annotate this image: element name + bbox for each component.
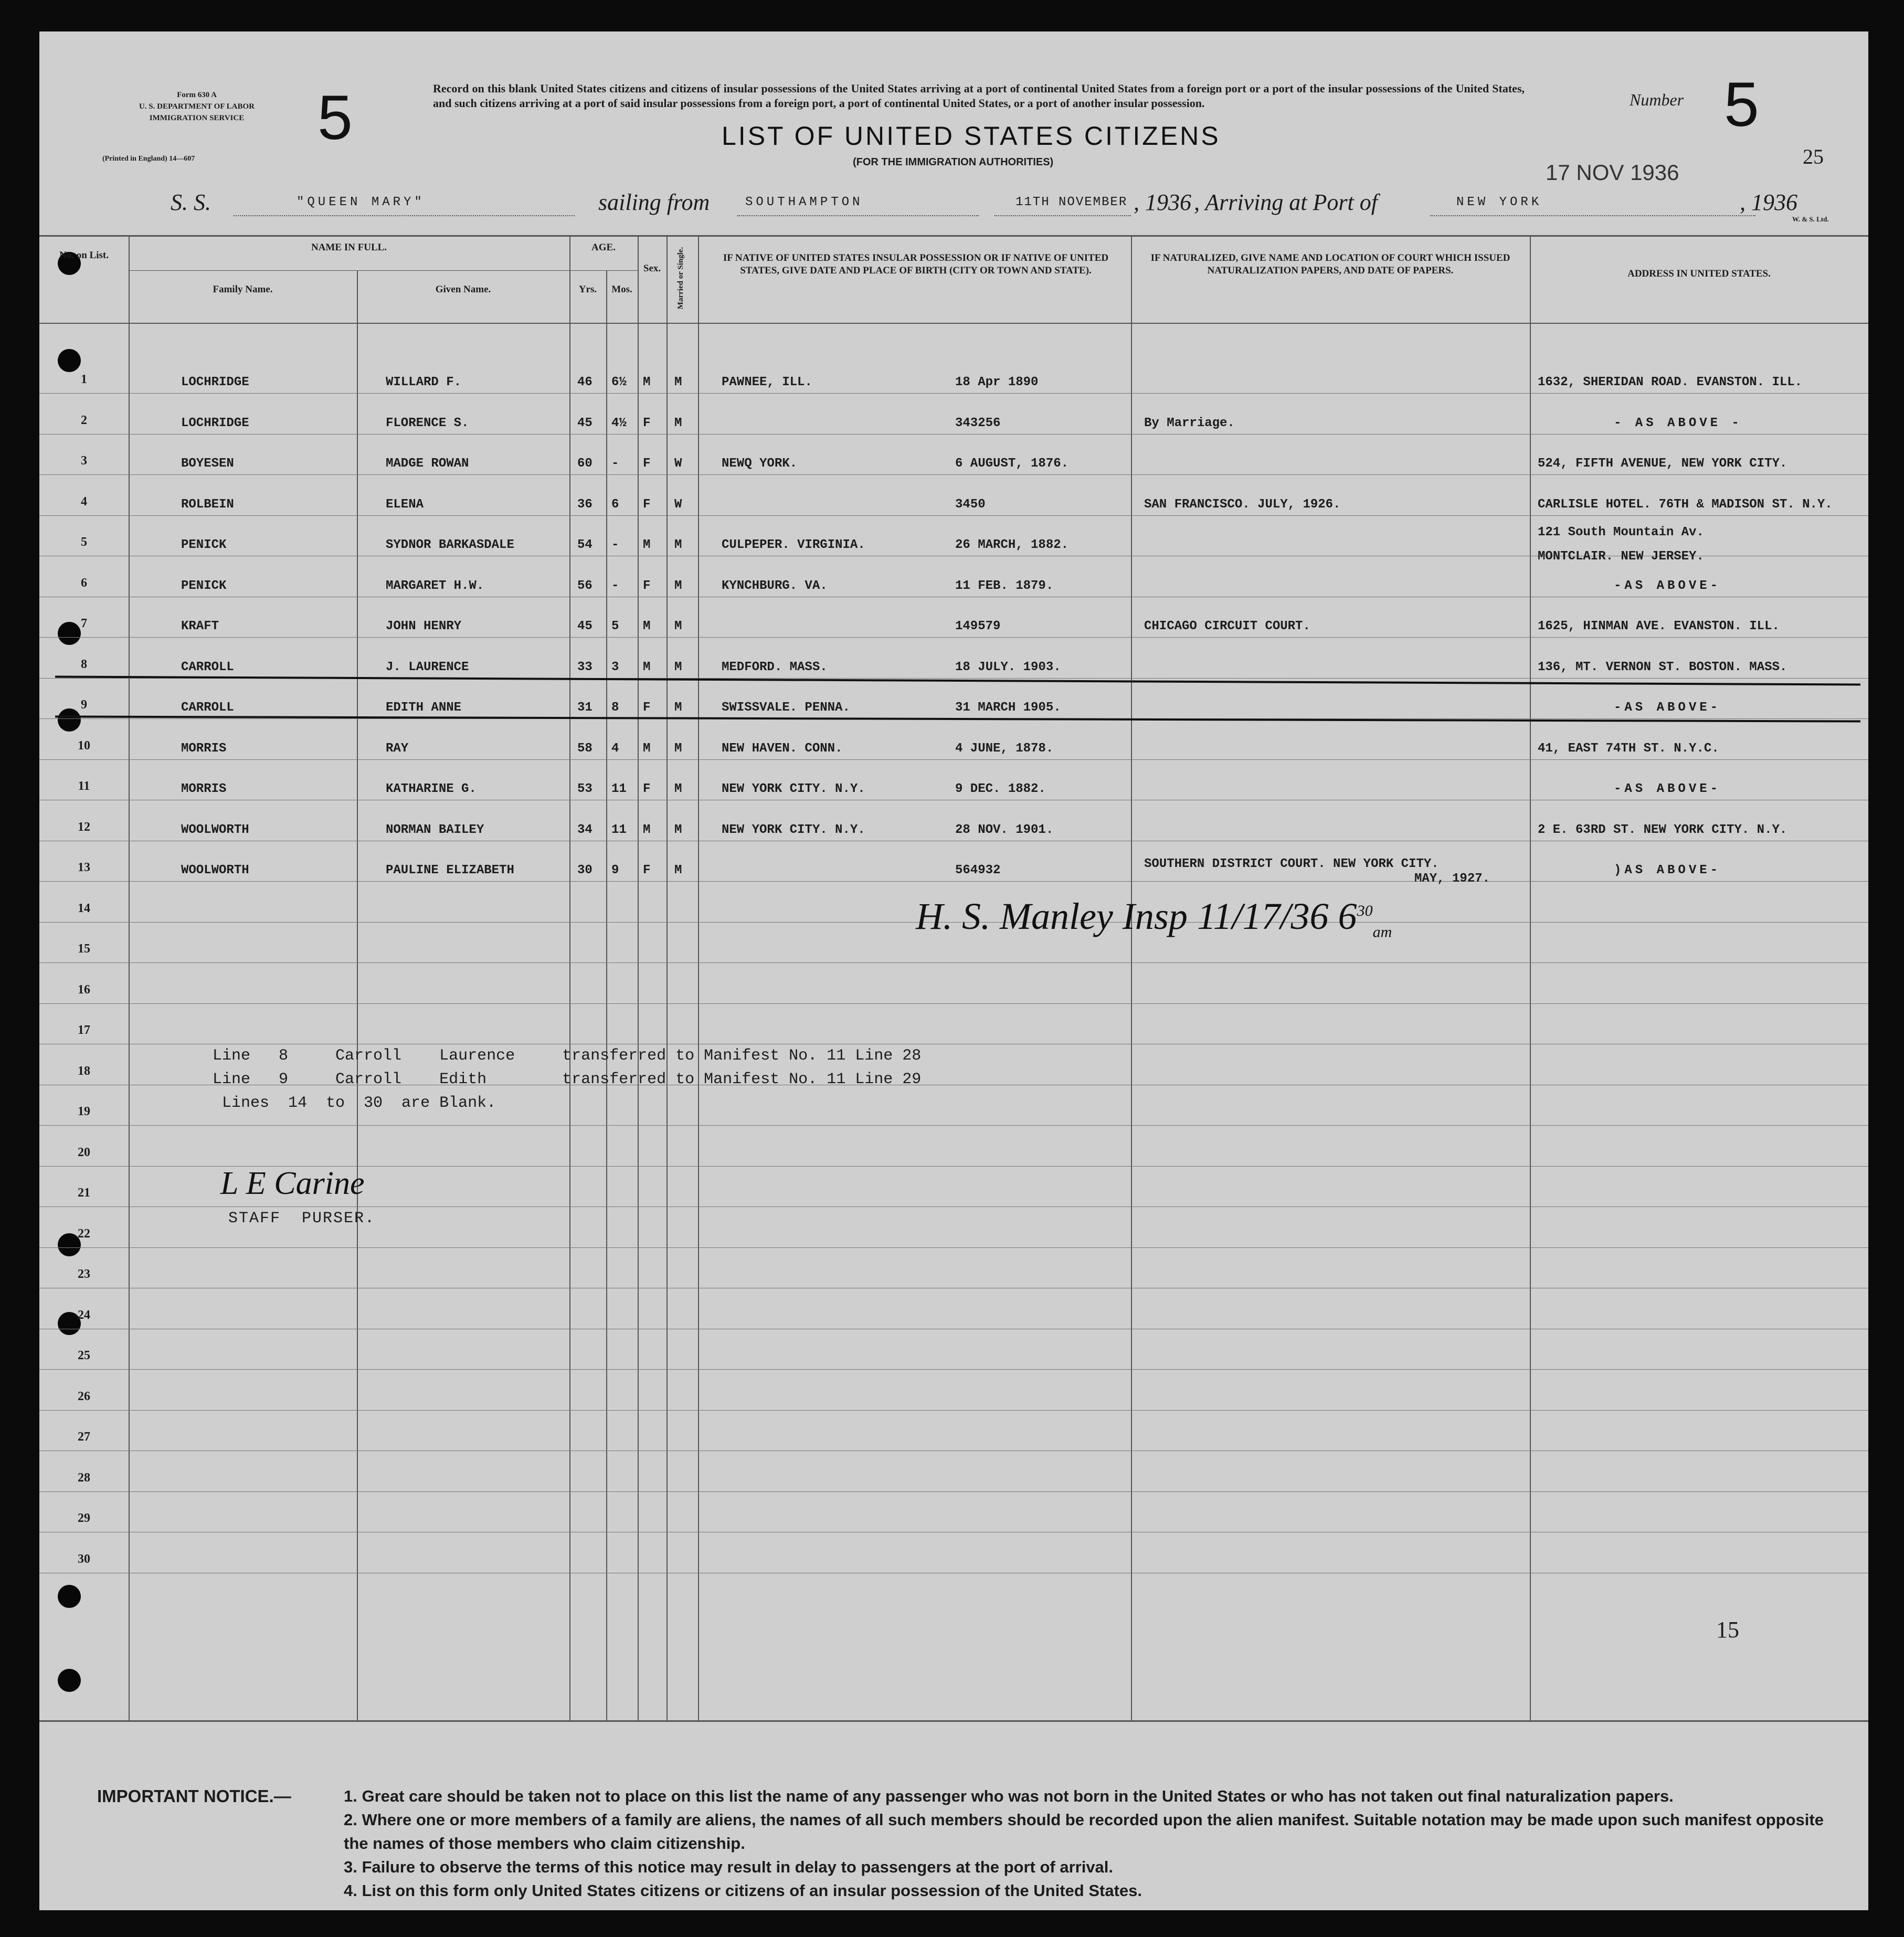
sex-cell: M [643,741,651,756]
row-rule [39,474,1868,475]
marital-status-cell: M [674,741,682,756]
naturalization-cell: By Marriage. [1144,416,1235,430]
birth-place-cell: KYNCHBURG. VA. [722,578,828,593]
row-rule [39,515,1868,516]
age-months-cell: 3 [611,660,619,674]
address-cell: 1625, HINMAN AVE. EVANSTON. ILL. [1538,619,1780,633]
line-number: 18 [78,1064,90,1078]
line-number: 29 [78,1511,90,1525]
staff-purser-label: STAFF PURSER. [228,1210,376,1227]
port-from: SOUTHAMPTON [745,195,863,209]
age-years-cell: 56 [577,578,593,593]
age-years-cell: 36 [577,497,593,512]
manifest-page [39,31,1868,1910]
row-number: 13 [78,861,90,874]
age-months-cell: 9 [611,863,619,877]
line-number: 23 [78,1267,90,1281]
row-rule [39,962,1868,963]
address-cell: -AS ABOVE- [1614,701,1721,715]
corner-number: 25 [1803,145,1824,168]
family-name-cell: CARROLL [181,701,234,715]
age-years-cell: 34 [577,822,593,837]
sex-cell: M [643,619,651,633]
birth-place-cell: MEDFORD. MASS. [722,660,828,674]
age-months-cell: - [611,457,619,471]
given-name-cell: MADGE ROWAN [386,457,469,471]
given-name-cell: FLORENCE S. [386,416,469,430]
address-cell: 524, FIFTH AVENUE, NEW YORK CITY. [1538,457,1787,471]
address-cell: 136, MT. VERNON ST. BOSTON. MASS. [1538,660,1787,674]
line-number: 28 [78,1470,90,1485]
birth-date-cell: 11 FEB. 1879. [955,578,1054,593]
row-rule [39,881,1868,882]
punch-hole [58,1669,81,1692]
inspector-signature: H. S. Manley Insp 11/17/36 $6^{30}_{am}$ [916,895,1392,941]
address-cell: - AS ABOVE - [1614,416,1742,430]
number-label: Number [1630,90,1684,109]
family-name-cell: WOOLWORTH [181,863,249,877]
age-years-cell: 45 [577,619,593,633]
birth-place-cell: PAWNEE, ILL. [722,375,812,389]
header-family-name: Family Name. [213,284,273,295]
age-months-cell: 5 [611,619,619,633]
given-name-cell: JOHN HENRY [386,619,462,633]
line-number: 26 [78,1389,90,1403]
family-name-cell: ROLBEIN [181,497,234,512]
row-rule [39,1003,1868,1004]
marital-status-cell: M [674,375,682,389]
transfer-note-line-9: Line 9 Carroll Edith transferred to Manifest No. 11 Line 29 [213,1071,922,1088]
marital-status-cell: W [674,497,682,512]
sex-cell: F [643,416,651,430]
ss-label: S. S. [171,189,211,215]
age-months-cell: 4½ [611,416,627,430]
given-name-cell: ELENA [386,497,424,512]
birth-date-cell: 4 JUNE, 1878. [955,741,1054,756]
address-cell: -AS ABOVE- [1614,578,1721,593]
page-count-number: 15 [1716,1617,1739,1643]
row-rule [39,759,1868,760]
strike-line-row-8 [55,675,1860,685]
address-cell-line-2: MONTCLAIR. NEW JERSEY. [1538,549,1704,564]
row-number: 10 [78,738,90,753]
line-number: 30 [78,1552,90,1566]
form-id-block [118,89,276,124]
family-name-cell: LOCHRIDGE [181,416,249,430]
header-no: No. on List. [59,250,109,261]
line-number: 24 [78,1308,90,1322]
row-number: 3 [81,454,87,468]
port-from-underline [737,215,979,216]
sex-cell: F [643,457,651,471]
given-name-cell: EDITH ANNE [386,701,462,715]
row-number: 5 [81,535,87,549]
family-name-cell: KRAFT [181,619,219,633]
header-birth: IF NATIVE OF UNITED STATES INSULAR POSSESSION OR IF NATIVE OF UNITED STATES, GIVE DATE AND PLACE OF BIRTH (CITY OR TOWN AND STATE). [723,252,1109,276]
age-months-cell: 11 [611,822,627,837]
birth-place-cell: SWISSVALE. PENNA. [722,701,850,715]
header-sex: Sex. [643,263,661,274]
age-months-cell: 11 [611,782,627,796]
age-years-cell: 54 [577,538,593,552]
header-bottom-border [39,323,1868,324]
age-years-cell: 45 [577,416,593,430]
row-number: 4 [81,494,87,509]
age-years-cell: 33 [577,660,593,674]
birth-date-cell: 9 DEC. 1882. [955,782,1046,796]
notice-item-3: 3. Failure to observe the terms of this notice may result in delay to passengers at the port of arrival. [344,1858,1114,1876]
name-age-subdivider [129,270,638,271]
age-years-cell: 30 [577,863,593,877]
sex-cell: M [643,375,651,389]
sex-cell: F [643,782,651,796]
col-divider [606,270,607,1721]
family-name-cell: MORRIS [181,782,227,796]
row-rule [39,1410,1868,1411]
row-rule [39,1247,1868,1248]
age-years-cell: 58 [577,741,593,756]
notice-item-4: 4. List on this form only United States citizens or citizens of an insular possession of the United States. [344,1881,1142,1900]
birth-place-cell: NEW YORK CITY. N.Y. [722,822,865,837]
family-name-cell: PENICK [181,578,227,593]
header-address: ADDRESS IN UNITED STATES. [1627,268,1771,279]
sailing-year: , 1936 [1134,189,1191,215]
page-title: LIST OF UNITED STATES CITIZENS [722,121,1221,151]
sex-cell: M [643,538,651,552]
punch-hole [58,349,81,372]
purser-signature: L E Carine [220,1166,365,1201]
naturalization-cell: SAN FRANCISCO. JULY, 1926. [1144,497,1341,512]
marital-status-cell: M [674,538,682,552]
marital-status-cell: M [674,416,682,430]
table-bottom-border [39,1720,1868,1722]
col-divider [638,236,639,1721]
naturalization-cell: CHICAGO CIRCUIT COURT. [1144,619,1310,633]
sailing-date: 11TH NOVEMBER [1016,195,1128,209]
header-married-single: Married or Single. [676,247,685,310]
strike-line-row-9 [55,715,1860,722]
address-cell: 2 E. 63RD ST. NEW YORK CITY. N.Y. [1538,822,1787,837]
sex-cell: F [643,701,651,715]
birth-date-cell: 149579 [955,619,1001,633]
age-years-cell: 53 [577,782,593,796]
col-divider [1131,236,1132,1721]
birth-date-cell: 6 AUGUST, 1876. [955,457,1069,471]
age-months-cell: 6½ [611,375,627,389]
given-name-cell: WILLARD F. [386,375,462,389]
header-months: Mos. [611,284,632,295]
address-cell: CARLISLE HOTEL. 76TH & MADISON ST. N.Y. [1538,497,1833,512]
birth-date-cell: 343256 [955,416,1001,430]
marital-status-cell: M [674,701,682,715]
naturalization-cell: SOUTHERN DISTRICT COURT. NEW YORK CITY. [1144,857,1439,871]
marital-status-cell: M [674,863,682,877]
marital-status-cell: M [674,660,682,674]
row-number: 6 [81,576,87,590]
family-name-cell: CARROLL [181,660,234,674]
marital-status-cell: M [674,578,682,593]
header-name-in-full: NAME IN FULL. [311,242,387,253]
family-name-cell: BOYESEN [181,457,234,471]
given-name-cell: J. LAURENCE [386,660,469,674]
given-name-cell: MARGARET H.W. [386,578,484,593]
given-name-cell: RAY [386,741,409,756]
age-months-cell: - [611,538,619,552]
family-name-cell: LOCHRIDGE [181,375,249,389]
sex-cell: F [643,497,651,512]
notice-item-1: 1. Great care should be taken not to place on this list the name of any passenger who was not born in the United States or who has not taken out final naturalization papers. [344,1787,1674,1805]
age-months-cell: 4 [611,741,619,756]
age-months-cell: 8 [611,701,619,715]
address-cell: 121 South Mountain Av. [1538,525,1704,539]
family-name-cell: WOOLWORTH [181,822,249,837]
date-underline [995,215,1131,216]
row-number: 8 [81,657,87,671]
line-number: 19 [78,1105,90,1118]
blank-lines-note: Lines 14 to 30 are Blank. [213,1094,496,1112]
col-divider [667,236,668,1721]
col-divider [357,270,358,1721]
row-rule [39,1369,1868,1370]
age-months-cell: - [611,578,619,593]
address-cell: 1632, SHERIDAN ROAD. EVANSTON. ILL. [1538,375,1803,389]
birth-place-cell: NEW HAVEN. CONN. [722,741,843,756]
row-rule [39,1206,1868,1207]
ship-name: "QUEEN MARY" [297,195,425,209]
line-number: 17 [78,1023,90,1037]
col-divider [1530,236,1531,1721]
service-name: IMMIGRATION SERVICE [149,114,245,122]
line-number: 22 [78,1226,90,1241]
naturalization-cell-line-2: MAY, 1927. [1414,872,1490,886]
form-number: Form 630 A [177,91,217,99]
row-number: 1 [81,373,87,386]
col-divider [569,236,570,1721]
sex-cell: M [643,822,651,837]
row-rule [39,1125,1868,1126]
line-number: 20 [78,1145,90,1159]
birth-date-cell: 18 JULY. 1903. [955,660,1061,674]
department-name: U. S. DEPARTMENT OF LABOR [139,102,255,111]
table-top-border [39,235,1868,237]
row-number: 7 [81,617,87,630]
given-name-cell: SYDNOR BARKASDALE [386,538,514,552]
arrival-date-stamp: 17 NOV 1936 [1546,160,1679,185]
notice-item-2: 2. Where one or more members of a family are aliens, the names of all such members should be recorded upon the alien manifest. Suitable notation may be made upon such manifest opposite the names of those members who claim citizenship. [344,1811,1824,1853]
birth-place-cell: CULPEPER. VIRGINIA. [722,538,865,552]
family-name-cell: PENICK [181,538,227,552]
birth-date-cell: 31 MARCH 1905. [955,701,1061,715]
row-number: 11 [78,779,90,793]
arriving-label: , Arriving at Port of [1194,189,1378,215]
col-divider [129,236,130,1721]
line-number: 14 [78,901,90,915]
family-name-cell: MORRIS [181,741,227,756]
row-rule [39,434,1868,435]
header-age: AGE. [591,242,616,253]
page-subtitle: (FOR THE IMMIGRATION AUTHORITIES) [853,156,1054,168]
sex-cell: F [643,863,651,877]
given-name-cell: KATHARINE G. [386,782,477,796]
birth-date-cell: 26 MARCH, 1882. [955,538,1069,552]
age-months-cell: 6 [611,497,619,512]
record-instructions: Record on this blank United States citizens and citizens of insular possessions of the United States arriving at a port of continental United States from a foreign port or a port of the insular possessions of the United States, and such citizens arriving at a port of said insular possessions from a foreign port, a port of continental United States, or a port of another insular possession. [433,82,1525,110]
sailing-label: sailing from [598,189,710,215]
age-years-cell: 46 [577,375,593,389]
sex-cell: F [643,578,651,593]
header-given-name: Given Name. [435,284,491,295]
port-to-underline [1430,215,1755,216]
birth-place-cell: NEWQ YORK. [722,457,798,471]
manifest-number-right: 5 [1724,69,1759,140]
line-number: 16 [78,982,90,997]
age-years-cell: 31 [577,701,593,715]
col-divider [698,236,699,1721]
marital-status-cell: M [674,822,682,837]
arrival-year: , 1936 [1740,189,1797,215]
line-number: 21 [78,1186,90,1200]
sex-cell: M [643,660,651,674]
row-number: 2 [81,413,87,427]
transfer-note-line-8: Line 8 Carroll Laurence transferred to Manifest No. 11 Line 28 [213,1047,922,1065]
given-name-cell: NORMAN BAILEY [386,822,484,837]
marital-status-cell: M [674,619,682,633]
port-to: NEW YORK [1456,195,1542,209]
printed-in: (Printed in England) 14—607 [102,155,195,163]
line-number: 15 [78,942,90,956]
row-rule [39,393,1868,394]
ship-underline [234,215,575,216]
line-number: 25 [78,1349,90,1362]
punch-hole [58,1585,81,1608]
marital-status-cell: M [674,782,682,796]
age-years-cell: 60 [577,457,593,471]
row-number: 9 [81,698,87,712]
address-cell: 41, EAST 74TH ST. N.Y.C. [1538,741,1719,756]
notice-label: IMPORTANT NOTICE.— [97,1786,291,1806]
address-cell: -AS ABOVE- [1614,782,1721,796]
birth-date-cell: 564932 [955,863,1001,877]
birth-date-cell: 3450 [955,497,986,512]
header-years: Yrs. [578,284,597,295]
birth-date-cell: 18 Apr 1890 [955,375,1039,389]
address-cell: )AS ABOVE- [1614,863,1721,877]
row-number: 12 [78,820,90,834]
row-rule [39,1491,1868,1492]
row-rule [39,637,1868,638]
printer-mark: W. & S. Ltd. [1792,215,1829,223]
line-number: 27 [78,1430,90,1444]
marital-status-cell: W [674,457,682,471]
given-name-cell: PAULINE ELIZABETH [386,863,514,877]
birth-date-cell: 28 NOV. 1901. [955,822,1054,837]
manifest-number-left: 5 [318,82,353,153]
birth-place-cell: NEW YORK CITY. N.Y. [722,782,865,796]
header-naturalized: IF NATURALIZED, GIVE NAME AND LOCATION OF COURT WHICH ISSUED NATURALIZATION PAPERS, AND DATE OF PAPERS. [1150,252,1510,276]
